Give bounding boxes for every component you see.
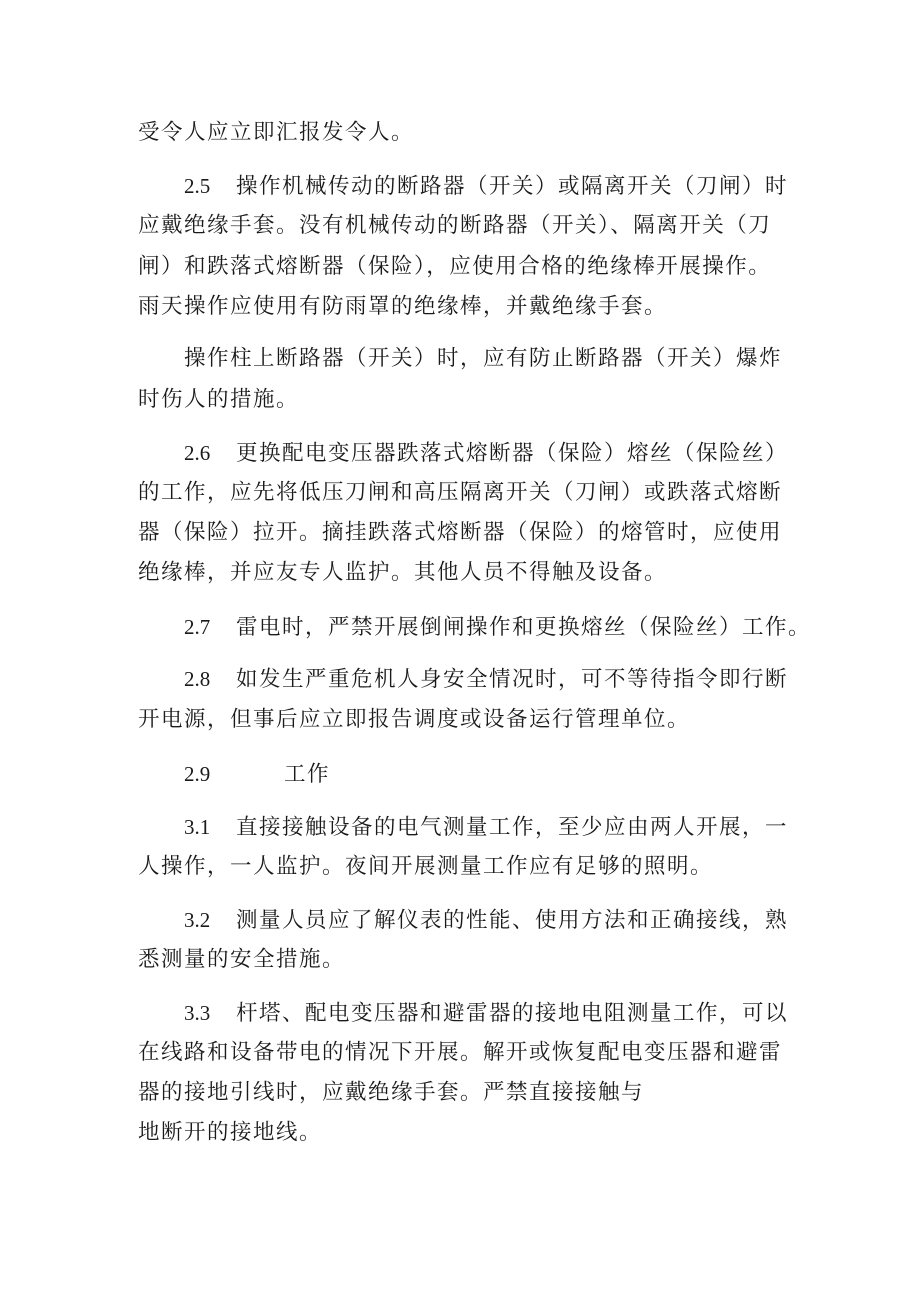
line-text: 如发生严重危机人身安全情况时，可不等待指令即行断 bbox=[236, 667, 789, 692]
section-number: 3.1 bbox=[184, 815, 211, 839]
paragraph-2-9 bbox=[184, 760, 330, 789]
section-number: 2.6 bbox=[184, 441, 211, 465]
line-text: 直接接触设备的电气测量工作，至少应由两人开展，一 bbox=[236, 815, 789, 840]
line-text: 悉测量的安全措施。 bbox=[138, 947, 346, 972]
line-text: 器（保险）拉开。摘挂跌落式熔断器（保险）的熔管时，应使用 bbox=[138, 520, 783, 545]
line-text: 操作机械传动的断路器（开关）或隔离开关（刀闸）时 bbox=[236, 174, 789, 199]
text-line bbox=[138, 1079, 644, 1107]
line-text: 雷电时，严禁开展倒闸操作和更换熔丝（保险丝）工作。 bbox=[236, 615, 812, 640]
line-text: 操作柱上断路器（开关）时，应有防止断路器（开关）爆炸 bbox=[184, 346, 783, 371]
paragraph-3-3 bbox=[184, 999, 788, 1028]
text-line bbox=[138, 853, 713, 881]
line-text: 雨天操作应使用有防雨罩的绝缘棒，并戴绝缘手套。 bbox=[138, 294, 668, 319]
paragraph-2-6 bbox=[184, 439, 788, 468]
section-number: 3.3 bbox=[184, 1001, 211, 1025]
section-number: 3.2 bbox=[184, 908, 211, 932]
line-text: 工作 bbox=[284, 762, 331, 787]
line-text: 绝缘棒，并应友专人监护。其他人员不得触及设备。 bbox=[138, 560, 668, 585]
line-text: 器的接地引线时，应戴绝缘手套。严禁直接接触与 bbox=[138, 1080, 645, 1105]
line-text: 人操作，一人监护。夜间开展测量工作应有足够的照明。 bbox=[138, 854, 714, 879]
line-text: 闸）和跌落式熔断器（保险），应使用合格的绝缘棒开展操作。 bbox=[138, 254, 772, 279]
text-line bbox=[138, 293, 667, 321]
line-text: 地断开的接地线。 bbox=[138, 1120, 323, 1145]
text-line bbox=[138, 946, 345, 974]
text-line bbox=[138, 706, 690, 734]
section-number: 2.7 bbox=[184, 615, 211, 639]
line-text: 时伤人的措施。 bbox=[138, 387, 300, 412]
line-text: 杆塔、配电变压器和避雷器的接地电阻测量工作，可以 bbox=[236, 1001, 789, 1026]
line-text: 的工作，应先将低压刀闸和高压隔离开关（刀闸）或跌落式熔断 bbox=[138, 480, 783, 505]
paragraph-3-2 bbox=[184, 906, 788, 935]
section-number: 2.5 bbox=[184, 174, 211, 198]
text-line bbox=[138, 253, 771, 281]
line-text: 更换配电变压器跌落式熔断器（保险）熔丝（保险丝） bbox=[236, 441, 789, 466]
text-line bbox=[138, 386, 299, 414]
text-line bbox=[138, 559, 667, 587]
line-text: 开电源，但事后应立即报告调度或设备运行管理单位。 bbox=[138, 707, 691, 732]
line-text: 在线路和设备带电的情况下开展。解开或恢复配电变压器和避雷 bbox=[138, 1040, 783, 1065]
line-text: 测量人员应了解仪表的性能、使用方法和正确接线，熟 bbox=[236, 908, 789, 933]
line-text: 应戴绝缘手套。没有机械传动的断路器（开关）、隔离开关（刀 bbox=[138, 213, 772, 238]
text-line bbox=[138, 1039, 782, 1067]
section-number: 2.8 bbox=[184, 667, 211, 691]
paragraph-switch bbox=[184, 345, 782, 373]
paragraph-3-1 bbox=[184, 813, 788, 842]
text-line bbox=[138, 212, 771, 240]
text-line bbox=[138, 119, 414, 147]
section-number: 2.9 bbox=[184, 762, 211, 786]
paragraph-2-7 bbox=[184, 613, 811, 642]
paragraph-2-5 bbox=[184, 172, 788, 201]
text-line bbox=[138, 479, 782, 507]
paragraph-2-8 bbox=[184, 665, 788, 694]
text-line bbox=[138, 1119, 322, 1147]
text-line bbox=[138, 519, 782, 547]
line-text: 受令人应立即汇报发令人。 bbox=[138, 120, 415, 145]
